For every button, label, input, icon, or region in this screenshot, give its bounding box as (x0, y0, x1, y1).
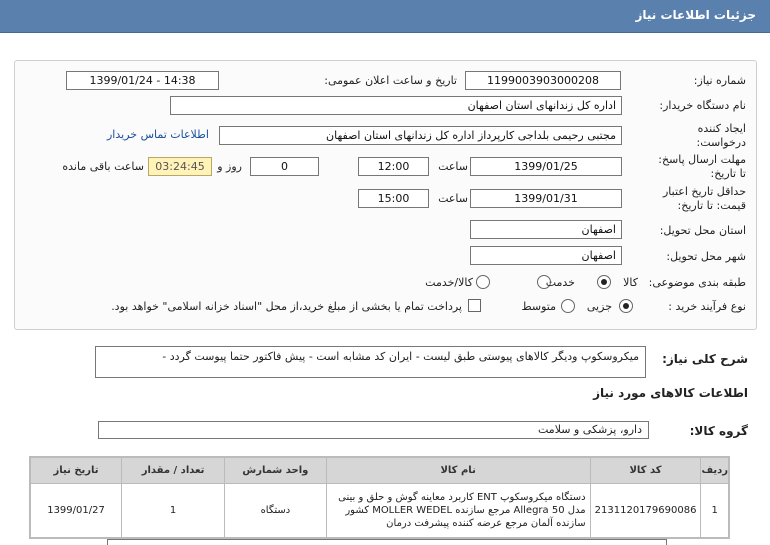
description-label: شرح کلی نیاز: (662, 352, 748, 366)
cell-index: 1 (701, 484, 729, 538)
goods-section-title: اطلاعات کالاهای مورد نیاز (593, 386, 748, 400)
announce-label: تاریخ و ساعت اعلان عمومی: (324, 74, 457, 87)
cell-unit: دستگاه (225, 484, 327, 538)
category-label: طبقه بندی موضوعی: (648, 276, 746, 289)
column-header-unit: واحد شمارش (225, 458, 327, 484)
need-number-label: شماره نیاز: (693, 74, 746, 87)
purchase-medium-label: متوسط (521, 300, 556, 313)
page-title: جزئیات اطلاعات نیاز (635, 8, 756, 22)
validity-time-label: ساعت (438, 192, 468, 205)
table-header-row (31, 458, 729, 484)
reply-deadline-label-line2: تا تاریخ: (710, 167, 746, 180)
validity-time-field[interactable]: 15:00 (358, 189, 429, 208)
category-service-label: خدمت (545, 276, 575, 289)
goods-group-label: گروه کالا: (689, 424, 748, 438)
creator-label-line1: ایجاد کننده (697, 122, 746, 135)
city-label: شهر محل تحویل: (666, 250, 746, 263)
remaining-time-label: ساعت باقی مانده (62, 160, 144, 173)
reply-date-field[interactable]: 1399/01/25 (470, 157, 622, 176)
validity-date-field[interactable]: 1399/01/31 (470, 189, 622, 208)
announce-datetime-field[interactable]: 1399/01/24 - 14:38 (66, 71, 219, 90)
category-goods-radio[interactable] (597, 275, 611, 289)
goods-table (29, 456, 730, 539)
column-header-name: نام کالا (326, 458, 590, 484)
creator-label-line2: درخواست: (696, 136, 746, 149)
category-goods-service-radio[interactable] (476, 275, 490, 289)
creator-field[interactable]: مجتبی رحیمی بلداجی کارپرداز اداره کل زندانهای استان اصفهان (219, 126, 622, 145)
reply-time-label: ساعت (438, 160, 468, 173)
goods-group-field[interactable]: دارو، پزشکی و سلامت (98, 421, 649, 439)
page-header (0, 0, 770, 33)
column-header-code: کد کالا (590, 458, 701, 484)
validity-label-line2: قیمت: تا تاریخ: (677, 199, 746, 212)
cell-name: دستگاه میکروسکوپ ENT کاربرد معاینه گوش و حلق و بینی مدل Allegra 50 مرجع سازنده MOLLER WEDEL کشور سازنده آلمان مرجع عرضه کننده پیشرفت درمان (326, 484, 590, 538)
treasury-payment-checkbox[interactable] (468, 299, 481, 312)
category-goods-service-label: کالا/خدمت (425, 276, 473, 289)
buyer-contact-link[interactable]: اطلاعات تماس خریدار (107, 128, 209, 141)
buyer-field[interactable]: اداره کل زندانهای استان اصفهان (170, 96, 622, 115)
province-label: استان محل تحویل: (659, 224, 746, 237)
treasury-payment-label: پرداخت تمام یا بخشی از مبلغ خرید،از محل "اسناد خزانه اسلامی" خواهد بود. (111, 300, 462, 313)
column-header-index: ردیف (701, 458, 729, 484)
cell-qty: 1 (122, 484, 225, 538)
purchase-minor-radio[interactable] (619, 299, 633, 313)
cell-date: 1399/01/27 (31, 484, 122, 538)
reply-deadline-label-line1: مهلت ارسال پاسخ: (658, 153, 746, 166)
days-label: روز و (217, 160, 242, 173)
purchase-medium-radio[interactable] (561, 299, 575, 313)
purchase-type-label: نوع فرآیند خرید : (668, 300, 746, 313)
city-field[interactable]: اصفهان (470, 246, 622, 265)
province-field[interactable]: اصفهان (470, 220, 622, 239)
remaining-time-badge: 03:24:45 (148, 157, 212, 176)
category-goods-label: کالا (623, 276, 638, 289)
buyer-label: نام دستگاه خریدار: (659, 99, 746, 112)
purchase-minor-label: جزیی (586, 300, 612, 313)
column-header-date: تاریخ نیاز (31, 458, 122, 484)
description-field[interactable]: میکروسکوپ ودیگر کالاهای پیوستی طبق لیست - ایران کد مشابه است - پیش فاکتور حتما پیوست گردد - (95, 346, 646, 378)
column-header-qty: تعداد / مقدار (122, 458, 225, 484)
remaining-days-field[interactable]: 0 (250, 157, 319, 176)
cell-code: 2131120179690086 (590, 484, 701, 538)
need-number-field[interactable]: 1199003903000208 (465, 71, 621, 90)
table-row[interactable] (31, 484, 729, 538)
next-field-edge (107, 539, 667, 545)
reply-time-field[interactable]: 12:00 (358, 157, 429, 176)
validity-label-line1: حداقل تاریخ اعتبار (662, 185, 746, 198)
